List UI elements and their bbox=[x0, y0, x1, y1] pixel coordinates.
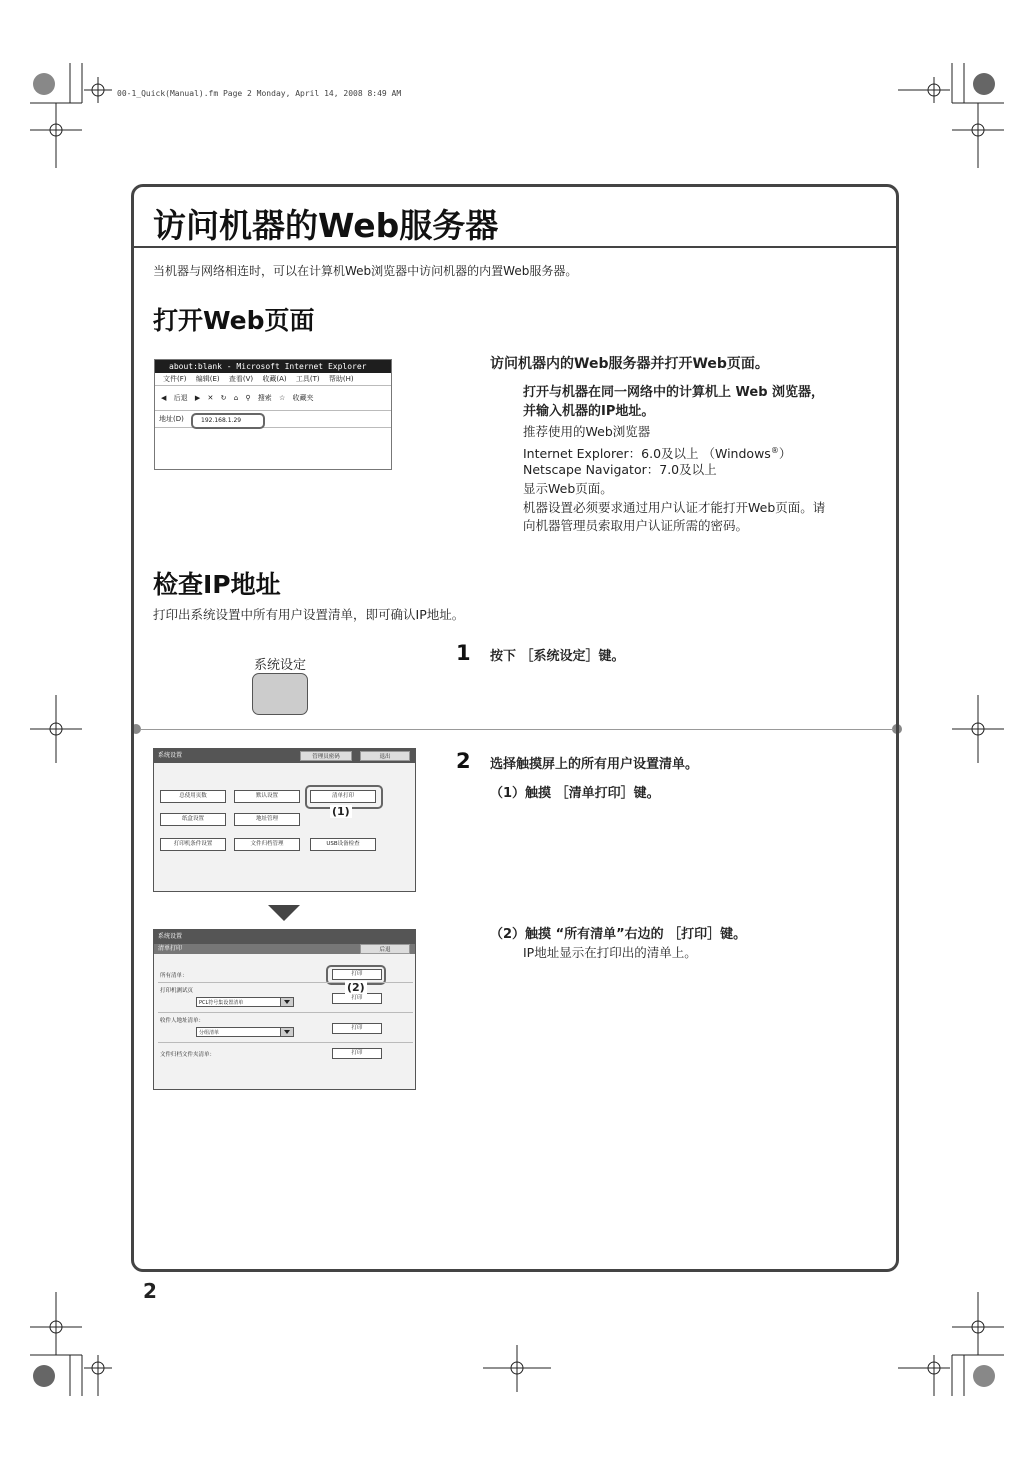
browser-toolbar bbox=[155, 386, 391, 411]
stop-icon: ✕ bbox=[207, 394, 214, 402]
panel-title: 系统设置 bbox=[158, 752, 183, 759]
paper-tray-button: 纸盒设置 bbox=[160, 813, 226, 826]
address-list-dropdown bbox=[196, 1027, 294, 1037]
browser-screenshot bbox=[154, 359, 392, 470]
browser-menu-item: 收藏(A) bbox=[262, 375, 287, 383]
browser-back-label: 后退 bbox=[173, 394, 188, 402]
dropdown-arrow-icon bbox=[280, 1028, 293, 1036]
section-heading-open-web: 打开Web页面 bbox=[153, 306, 315, 335]
panel-subtitle-bar bbox=[154, 944, 415, 954]
row-divider bbox=[158, 1012, 413, 1013]
panel-title: 系统设置 bbox=[158, 933, 183, 940]
page-title: 访问机器的Web服务器 bbox=[153, 206, 499, 245]
content-frame bbox=[131, 184, 899, 1272]
browser-address-label: 地址(D) bbox=[159, 415, 184, 423]
browser-title-bar: about:blank - Microsoft Internet Explorer bbox=[155, 360, 391, 373]
touch-panel-system-settings bbox=[153, 748, 416, 892]
ie-close: ） bbox=[778, 446, 792, 462]
back-icon: ◀ bbox=[161, 394, 167, 402]
address-list-selected: 分组清单 bbox=[199, 1030, 220, 1036]
system-settings-key bbox=[252, 673, 308, 715]
all-lists-print-button: 打印 bbox=[332, 969, 382, 980]
title-rule bbox=[134, 246, 898, 248]
admin-password-button: 管理员密码 bbox=[300, 751, 352, 761]
panel-title-bar bbox=[154, 749, 415, 763]
printer-test-label: 打印机测试页 bbox=[160, 988, 194, 994]
printer-test-selected: PCL符号集设置清单 bbox=[199, 1000, 244, 1006]
section2-intro: 打印出系统设置中所有用户设置清单，即可确认IP地址。 bbox=[153, 607, 465, 622]
home-icon: ⌂ bbox=[233, 394, 239, 402]
browser-menu-item: 工具(T) bbox=[295, 375, 320, 383]
step-lead: 访问机器内的Web服务器并打开Web页面。 bbox=[490, 356, 769, 372]
refresh-icon: ↻ bbox=[220, 394, 227, 402]
document-filing-button: 文件归档管理 bbox=[234, 838, 300, 851]
row-divider bbox=[158, 1042, 413, 1043]
section-heading-check-ip: 检查IP地址 bbox=[153, 570, 281, 599]
browser-menu-item: 查看(V) bbox=[228, 375, 254, 383]
browser-address-field: 192.168.1.29 bbox=[191, 413, 265, 429]
callout-2: (2) bbox=[347, 981, 365, 994]
browser-search-label: 搜索 bbox=[257, 394, 272, 402]
dropdown-arrow-icon bbox=[280, 998, 293, 1006]
step-2-sub-2: （2）触摸 “所有清单”右边的 ［打印］键。 bbox=[490, 927, 747, 942]
browser-menu-item: 编辑(E) bbox=[195, 375, 220, 383]
system-settings-key-label: 系统设定 bbox=[254, 658, 307, 673]
step-2-sub-1: （1）触摸 ［清单打印］键。 bbox=[490, 786, 660, 801]
ie-text: Internet Explorer：6.0及以上 （Windows bbox=[523, 446, 771, 462]
registered-mark: ® bbox=[770, 446, 779, 455]
callout-1: (1) bbox=[332, 805, 350, 818]
page-number: 2 bbox=[143, 1279, 157, 1303]
printer-test-dropdown bbox=[196, 997, 294, 1007]
step-2-sub-2-note: IP地址显示在打印出的清单上。 bbox=[523, 945, 697, 960]
print-header: 00-1_Quick(Manual).fm Page 2 Monday, April 14, 2008 8:49 AM bbox=[117, 89, 402, 98]
row-divider bbox=[158, 982, 413, 983]
printer-condition-button: 打印机条件设置 bbox=[160, 838, 226, 851]
netscape-requirement: Netscape Navigator：7.0及以上 bbox=[523, 462, 717, 477]
browser-menu-item: 帮助(H) bbox=[328, 375, 354, 383]
auth-note-line-1: 机器设置必须要求通过用户认证才能打开Web页面。请 bbox=[523, 500, 826, 515]
panel-subtitle: 清单打印 bbox=[158, 945, 183, 952]
touch-panel-list-print bbox=[153, 929, 416, 1090]
instruction-line-1: 打开与机器在同一网络中的计算机上 Web 浏览器， bbox=[523, 385, 825, 400]
search-icon: ⚲ bbox=[245, 394, 251, 402]
instruction-line-2: 并输入机器的IP地址。 bbox=[523, 404, 655, 419]
intro-text: 当机器与网络相连时，可以在计算机Web浏览器中访问机器的内置Web服务器。 bbox=[153, 264, 578, 278]
printer-test-print-button: 打印 bbox=[332, 993, 382, 1004]
address-list-label: 收件人地址清单： bbox=[160, 1018, 205, 1024]
browser-menu-bar bbox=[155, 373, 391, 386]
address-control-button: 地址管理 bbox=[234, 813, 300, 826]
exit-button: 退出 bbox=[360, 751, 410, 761]
panel-title-bar bbox=[154, 930, 415, 944]
total-count-button: 总使用页数 bbox=[160, 790, 226, 803]
usb-device-check-button: USB设备检查 bbox=[310, 838, 376, 851]
default-settings-button: 默认设置 bbox=[234, 790, 300, 803]
all-lists-label: 所有清单： bbox=[160, 973, 188, 979]
display-text: 显示Web页面。 bbox=[523, 481, 613, 496]
filing-folder-label: 文件归档文件夹清单： bbox=[160, 1052, 216, 1058]
auth-note-line-2: 向机器管理员索取用户认证所需的密码。 bbox=[523, 518, 749, 533]
browser-address-bar bbox=[155, 411, 391, 428]
recommend-text: 推荐使用的Web浏览器 bbox=[523, 424, 651, 439]
browser-favorites-label: 收藏夹 bbox=[292, 394, 314, 402]
filing-folder-print-button: 打印 bbox=[332, 1048, 382, 1059]
forward-icon: ▶ bbox=[194, 394, 201, 402]
browser-menu-item: 文件(F) bbox=[163, 375, 187, 383]
list-print-button: 清单打印 bbox=[310, 790, 376, 803]
star-icon: ☆ bbox=[279, 394, 286, 402]
step-1-text: 按下 ［系统设定］键。 bbox=[490, 649, 625, 664]
step-2-text: 选择触摸屏上的所有用户设置清单。 bbox=[490, 757, 699, 772]
back-button: 后退 bbox=[360, 944, 410, 954]
step-number-1: 1 bbox=[456, 641, 471, 665]
section-divider bbox=[140, 729, 894, 730]
step-number-2: 2 bbox=[456, 749, 471, 773]
down-arrow-icon bbox=[268, 905, 300, 921]
address-list-print-button: 打印 bbox=[332, 1023, 382, 1034]
